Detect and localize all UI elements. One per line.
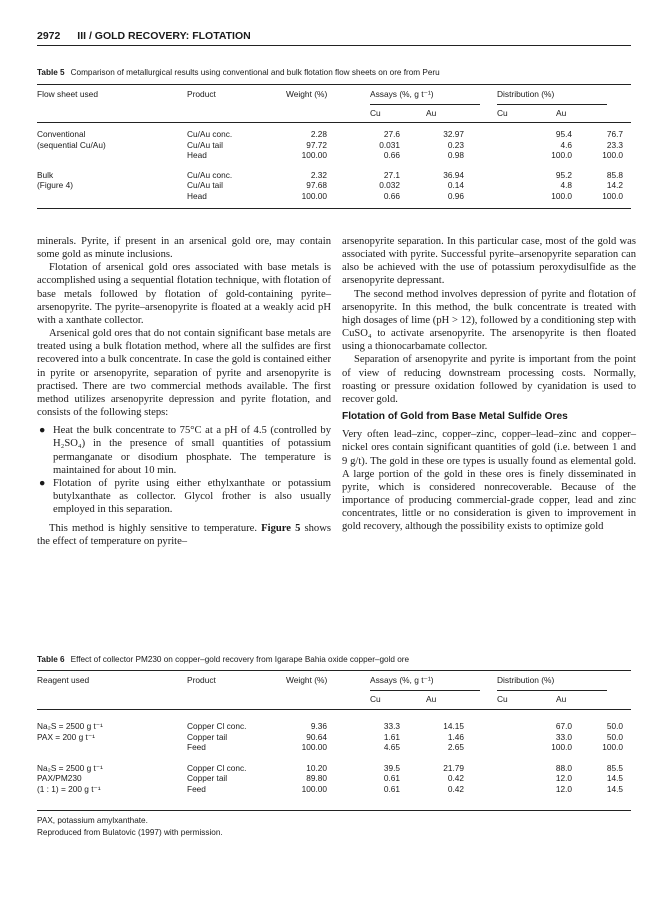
assay-au-cell: 2.65 (447, 742, 464, 752)
spacer-cell (472, 773, 522, 784)
assay-cu-cell: 0.66 (383, 150, 400, 160)
table6-header-assays: Assays (%, g t⁻¹) (370, 675, 434, 685)
table5-header-flow: Flow sheet used (37, 89, 98, 99)
spacer-cell (335, 784, 370, 795)
product-cell: Cu/Au tail (187, 180, 223, 190)
spacer-cell (472, 784, 522, 795)
table6-footnote: PAX, potassium amylxanthate. (37, 816, 148, 825)
row-label (37, 150, 187, 161)
table-row (37, 721, 631, 732)
assay-au-cell: 21.79 (443, 762, 464, 773)
table5-assays-rule (370, 104, 480, 105)
table6-header-weight: Weight (%) (286, 675, 328, 685)
weight-cell: 97.68 (306, 180, 327, 190)
group-spacer (37, 753, 631, 763)
table6-caption (37, 655, 409, 664)
distribution-cu-cell: 100.0 (551, 150, 572, 160)
right-paragraph-2: The second method involves depression of pyrite and flotation of arsenopyrite. In this method, the bulk concentrate is treated with high dosages of lime (pH > 12), followed by a conditioning step with CuSO₄ to activate arsenopyrite. The arsenopyrite is then floated using a thionocarbamate collector. (342, 288, 636, 353)
distribution-au-cell: 100.0 (602, 190, 623, 201)
assay-cu-cell: 0.61 (383, 783, 400, 794)
assay-au-cell: 0.14 (447, 180, 464, 190)
product-cell: Copper Cl conc. (187, 721, 247, 731)
distribution-au-cell: 50.0 (606, 721, 623, 731)
table5-header-weight: Weight (%) (286, 89, 328, 99)
assay-cu-cell: 4.65 (383, 742, 400, 752)
table5-header-au: Au (426, 108, 437, 118)
row-label: (1 : 1) = 200 g t⁻¹ (37, 783, 101, 794)
distribution-cu-cell: 4.8 (560, 180, 572, 190)
spacer-cell (335, 170, 370, 181)
spacer-cell (335, 732, 370, 743)
spacer-cell (472, 191, 522, 202)
table6-header-au2: Au (556, 694, 567, 704)
product-cell: Cu/Au tail (187, 139, 223, 150)
spacer-cell (335, 140, 370, 151)
table5-header-assays: Assays (%, g t⁻¹) (370, 89, 434, 99)
assay-cu-cell: 39.5 (383, 762, 400, 773)
weight-cell: 90.64 (306, 731, 327, 742)
left-paragraph-2: Flotation of arsenical gold ores associated with base metals is accomplished using a sequential flotation technique, with flotation of base metals followed by flotation of gold-containing pyrite–arsenopyrite. The pyrite–arsenopyrite is floated at a weakly acid pH with a xanthate collector. (37, 262, 331, 326)
weight-cell: 100.00 (301, 190, 327, 201)
spacer-cell (472, 721, 522, 732)
left-paragraph-4 (37, 522, 331, 548)
table6-header-reagent: Reagent used (37, 675, 90, 685)
table5-label: Table 5 (37, 68, 65, 77)
product-cell: Feed (187, 783, 206, 794)
figure-5-link[interactable]: Figure 5 (261, 523, 301, 535)
distribution-au-cell: 100.0 (602, 742, 623, 752)
weight-cell: 9.36 (310, 721, 327, 731)
spacer-cell (335, 773, 370, 784)
product-cell: Cu/Au conc. (187, 169, 233, 180)
spacer-cell (472, 763, 522, 774)
table5-header-product: Product (187, 89, 216, 99)
table5-header-cu2: Cu (497, 108, 508, 118)
distribution-cu-cell: 95.4 (555, 129, 572, 139)
assay-au-cell: 0.23 (447, 139, 464, 150)
table5-header-distribution: Distribution (%) (497, 89, 555, 99)
table-row (37, 773, 631, 784)
spacer-cell (335, 129, 370, 140)
table5-header-au2: Au (556, 108, 567, 118)
product-cell: Copper tail (187, 731, 228, 742)
table-row (37, 784, 631, 795)
step-list (37, 424, 331, 516)
group-spacer (37, 161, 631, 170)
product-cell: Cu/Au conc. (187, 129, 233, 139)
assay-au-cell: 14.15 (443, 721, 464, 731)
product-cell: Copper tail (187, 773, 228, 783)
table-row (37, 150, 631, 161)
product-cell: Head (187, 150, 207, 160)
weight-cell: 100.00 (301, 150, 327, 160)
spacer-cell (472, 170, 522, 181)
table6-assays-rule (370, 690, 480, 691)
header-rule (37, 45, 631, 46)
row-label: Conventional (37, 129, 86, 139)
assay-au-cell: 0.42 (447, 773, 464, 783)
section-heading: Flotation of Gold from Base Metal Sulfide Ores (342, 411, 568, 423)
table6-header-product: Product (187, 675, 216, 685)
assay-au-cell: 0.96 (447, 190, 464, 201)
table6-bottom-rule (37, 810, 631, 811)
table-row (37, 191, 631, 202)
table5-distribution-rule (497, 104, 607, 105)
spacer-cell (335, 180, 370, 191)
assay-cu-cell: 33.3 (383, 721, 400, 731)
row-label (37, 742, 187, 753)
table6-header-cu: Cu (370, 694, 381, 704)
table6-header-cu2: Cu (497, 694, 508, 704)
left-paragraph-4-start: This method is highly sensitive to temperature. (49, 523, 258, 535)
assay-cu-cell: 0.66 (383, 190, 400, 201)
right-paragraph-3: Separation of arsenopyrite and pyrite is important from the point of view of reducing downstream processing costs. Normally, roasting or pressure oxidation followed by cyanidation is used to recover gold. (342, 354, 636, 405)
weight-cell: 2.32 (310, 169, 327, 180)
table5-header-cu: Cu (370, 108, 381, 118)
row-label (37, 191, 187, 202)
distribution-cu-cell: 95.2 (555, 169, 572, 180)
table-row (37, 180, 631, 191)
spacer-cell (335, 763, 370, 774)
product-cell: Feed (187, 742, 206, 752)
spacer-cell (472, 742, 522, 753)
distribution-au-cell: 14.5 (606, 783, 623, 794)
list-item: ● Heat the bulk concentrate to 75°C at a pH of 4.5 (controlled by H₂SO₄) in the presence of small quantities of potassium permanganate or disodium phosphate. The temperature is maintained for about 10 min. (39, 425, 331, 476)
table5-top-rule (37, 84, 631, 85)
distribution-au-cell: 85.5 (606, 762, 623, 773)
spacer-cell (472, 180, 522, 191)
assay-cu-cell: 0.61 (383, 773, 400, 783)
table6-distribution-rule (497, 690, 607, 691)
assay-cu-cell: 0.031 (379, 139, 400, 150)
running-title: III / GOLD RECOVERY: FLOTATION (77, 30, 251, 42)
running-header (37, 30, 251, 42)
weight-cell: 89.80 (306, 773, 327, 783)
distribution-cu-cell: 100.0 (551, 190, 572, 201)
weight-cell: 2.28 (310, 129, 327, 139)
table5-caption-text: Comparison of metallurgical results using conventional and bulk flotation flow sheets on ore from Peru (70, 68, 440, 77)
table-row (37, 742, 631, 753)
left-paragraph-1: minerals. Pyrite, if present in an arsenical gold ore, may contain some gold as minute inclusions. (37, 236, 331, 261)
product-cell: Head (187, 190, 207, 201)
assay-au-cell: 36.94 (443, 169, 464, 180)
table6-source: Reproduced from Bulatovic (1997) with permission. (37, 828, 223, 837)
table5-header-rule (37, 122, 631, 123)
table5-body (37, 129, 631, 201)
spacer-cell (472, 732, 522, 743)
distribution-cu-cell: 88.0 (555, 762, 572, 773)
distribution-au-cell: 76.7 (606, 129, 623, 139)
distribution-au-cell: 14.5 (606, 773, 623, 783)
table6-header-distribution: Distribution (%) (497, 675, 555, 685)
distribution-cu-cell: 33.0 (555, 731, 572, 742)
table5-bottom-rule (37, 208, 631, 209)
spacer-cell (472, 129, 522, 140)
product-cell: Copper Cl conc. (187, 762, 247, 773)
table-row (37, 732, 631, 743)
spacer-cell (335, 721, 370, 732)
assay-cu-cell: 1.61 (383, 731, 400, 742)
right-paragraph-1: arsenopyrite separation. In this particular case, most of the gold was associated with pyrite. Successful pyrite–arsenopyrite separation can also be achieved with the use of potassium peroxydisulfide as the arsenopyrite depressant. (342, 236, 636, 287)
distribution-cu-cell: 12.0 (555, 783, 572, 794)
row-label: Bulk (37, 169, 54, 180)
list-item: ● Flotation of pyrite using either ethylxanthate or potassium butylxanthate as collector. Glycol frother is also usually employed in this separation. (39, 477, 331, 516)
distribution-cu-cell: 4.6 (560, 139, 572, 150)
table6-caption-text: Effect of collector PM230 on copper–gold recovery from Igarape Bahia oxide copper–gold ore (70, 655, 410, 664)
step-2-text: Flotation of pyrite using either ethylxanthate or potassium butylxanthate as collector. Glycol frother is also usually employed in this separation. (53, 477, 331, 516)
distribution-au-cell: 50.0 (606, 731, 623, 742)
distribution-cu-cell: 100.0 (551, 742, 572, 752)
step-1-text: Heat the bulk concentrate to 75°C at a pH of 4.5 (controlled by H₂SO₄) in the presence of small quantities of potassium permanganate or disodium phosphate. The temperature is maintained for about 10 min. (53, 425, 331, 476)
distribution-au-cell: 85.8 (606, 169, 623, 180)
distribution-au-cell: 23.3 (606, 139, 623, 150)
row-label: Na₂S = 2500 g t⁻¹ (37, 721, 103, 731)
weight-cell: 10.20 (306, 762, 327, 773)
table-row (37, 140, 631, 151)
spacer-cell (472, 140, 522, 151)
table-row (37, 129, 631, 140)
distribution-au-cell: 100.0 (602, 150, 623, 160)
spacer-cell (335, 742, 370, 753)
distribution-cu-cell: 67.0 (555, 721, 572, 731)
assay-cu-cell: 27.6 (383, 129, 400, 139)
left-column (37, 235, 331, 549)
left-paragraph-3: Arsenical gold ores that do not contain significant base metals are treated using a bulk flotation method, where all the sulfides are first recovered into a bulk concentrate. In case the gold is contained either in pyrite or arsenopyrite, separation of pyrite and arsenopyrite is practised. There are two commercial methods available. The first method utilizes arsenopyrite depression and pyrite flotation, and consists of the following steps: (37, 328, 331, 419)
assay-cu-cell: 27.1 (383, 169, 400, 180)
table6-header-au: Au (426, 694, 437, 704)
table6-label: Table 6 (37, 655, 65, 664)
weight-cell: 100.00 (301, 742, 327, 752)
right-paragraph-4: Very often lead–zinc, copper–zinc, copper–lead–zinc and copper–nickel ores contain significant quantities of gold (i.e. between 1 and 9 g/t). The gold in these ore types is usually found as elemental gold. A large portion of the gold in these ores is finely disseminated in pyrite, which is considered nonrecoverable. Because of the importance of producing commercial-grade copper, lead and zinc concentrates, little or no consideration is given to improvement in gold recovery, although the possibility exists to optimize gold (342, 429, 636, 533)
row-label: PAX = 200 g t⁻¹ (37, 731, 95, 742)
distribution-au-cell: 14.2 (606, 180, 623, 190)
page-number: 2972 (37, 30, 61, 42)
row-label: (Figure 4) (37, 180, 73, 190)
table5-caption (37, 68, 440, 77)
row-label: PAX/PM230 (37, 773, 82, 783)
table6-notes (37, 815, 223, 839)
assay-au-cell: 32.97 (443, 129, 464, 139)
spacer-cell (335, 191, 370, 202)
assay-au-cell: 1.46 (447, 731, 464, 742)
assay-cu-cell: 0.032 (379, 180, 400, 190)
weight-cell: 100.00 (301, 783, 327, 794)
spacer-cell (335, 150, 370, 161)
spacer-cell (472, 150, 522, 161)
table-row (37, 170, 631, 181)
weight-cell: 97.72 (306, 139, 327, 150)
left-paragraph-4-rest: shows the effect of temperature on pyrite– (37, 523, 332, 548)
table6-body (37, 721, 631, 794)
right-column (342, 235, 636, 533)
row-label: Na₂S = 2500 g t⁻¹ (37, 762, 103, 773)
table6-top-rule (37, 670, 631, 671)
distribution-cu-cell: 12.0 (555, 773, 572, 783)
table-row (37, 763, 631, 774)
table6-header-rule (37, 709, 631, 710)
assay-au-cell: 0.98 (447, 150, 464, 160)
row-label: (sequential Cu/Au) (37, 139, 106, 150)
assay-au-cell: 0.42 (447, 783, 464, 794)
